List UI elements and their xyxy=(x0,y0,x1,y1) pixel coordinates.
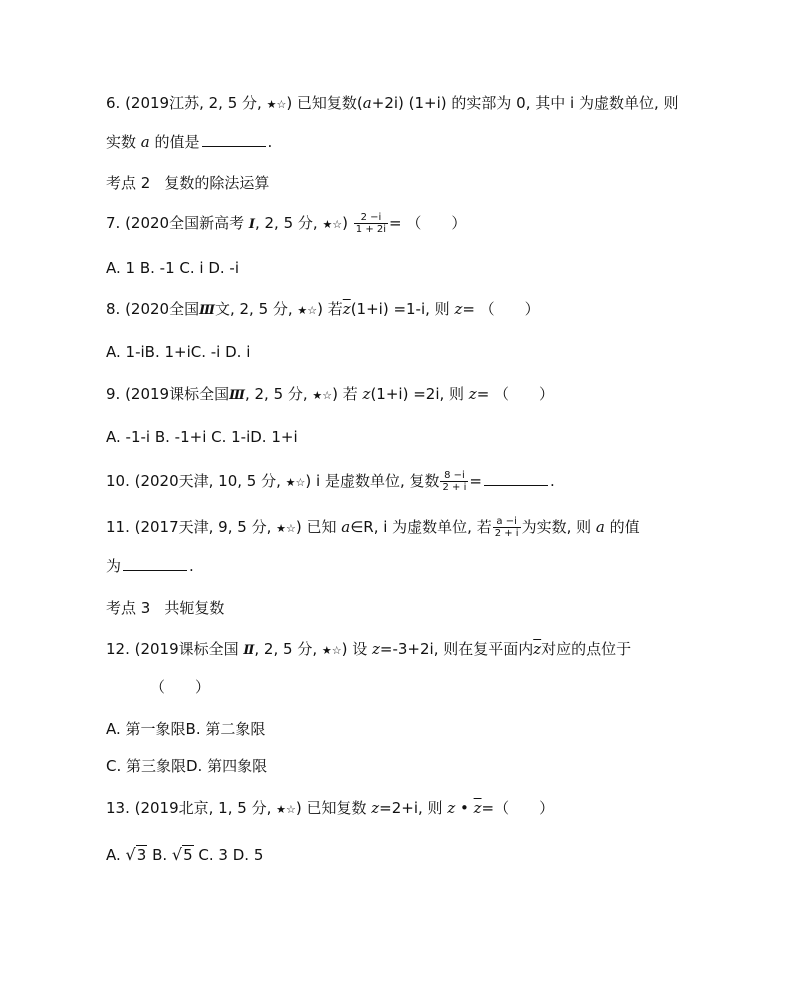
question-8: 8. (2020全国Ⅲ文, 2, 5 分, ★☆) 若$\overline{z}(1+i) =1-i$, 则 z= （ ） xyxy=(106,300,540,318)
sqrt-icon: √5 xyxy=(171,845,193,864)
difficulty-star-icon: ★☆ xyxy=(297,304,318,317)
question-7-options: A. 1 B. -1 C. i D. -i xyxy=(106,259,240,277)
difficulty-star-icon: ★☆ xyxy=(285,476,306,489)
question-12-paren: （ ） xyxy=(150,678,211,696)
difficulty-star-icon: ★☆ xyxy=(276,522,296,535)
question-12-line-1: 12. (2019课标全国 Ⅱ, 2, 5 分, ★☆) 设 z=-3+2i, 则在复平面内$\overline{z}$对应的点位于 xyxy=(106,640,632,658)
question-10: 10. (2020天津, 10, 5 分, ★☆) i 是虚数单位, 复数 $\frac{8 -i}{2 + i}$ = . xyxy=(106,470,555,493)
answer-blank[interactable] xyxy=(202,132,266,147)
question-8-options: A. 1-iB. 1+iC. -i D. i xyxy=(106,343,251,361)
question-11-line-1: 11. (2017天津, 9, 5 分, ★☆) 已知 a∈R, i 为虚数单位, 若 $\frac{a -i}{2 + i}$ 为实数, 则 a 的值 xyxy=(106,516,640,539)
answer-blank[interactable] xyxy=(123,556,187,571)
difficulty-star-icon: ★☆ xyxy=(276,803,296,816)
sqrt-icon: √3 xyxy=(125,845,147,864)
question-7: 7. (2020全国新高考 Ⅰ, 2, 5 分, ★☆) $\frac{2 -i}{1 + 2i}$ = （ ） xyxy=(106,212,467,235)
question-6-line-2: 实数 a 的值是 . xyxy=(106,133,273,151)
difficulty-star-icon: ★☆ xyxy=(321,644,342,657)
question-11-line-2: 为 . xyxy=(106,557,194,575)
question-12-options-cd: C. 第三象限D. 第四象限 xyxy=(106,757,268,775)
difficulty-star-icon: ★☆ xyxy=(322,218,343,231)
section-heading-3: 考点 3 共轭复数 xyxy=(106,599,225,617)
question-13: 13. (2019北京, 1, 5 分, ★☆) 已知复数 z=2+i, 则 z • $\overline{z}=$（ ） xyxy=(106,799,555,817)
fraction: $\frac{2 -i}{1 + 2i}$ xyxy=(355,212,387,235)
question-13-options: A. √3 B. √5 C. 3 D. 5 xyxy=(106,845,264,864)
difficulty-star-icon: ★☆ xyxy=(312,389,333,402)
difficulty-star-icon: ★☆ xyxy=(266,98,287,111)
question-12-options-ab: A. 第一象限B. 第二象限 xyxy=(106,720,266,738)
answer-blank[interactable] xyxy=(484,471,548,486)
question-9: 9. (2019课标全国Ⅲ, 2, 5 分, ★☆) 若 z(1+i) =2i, 则 z= （ ） xyxy=(106,385,555,403)
question-6-line-1: 6. (2019江苏, 2, 5 分, ★☆) 已知复数(a+2i) (1+i) 的实部为 0, 其中 i 为虚数单位, 则 xyxy=(106,94,679,112)
question-9-options: A. -1-i B. -1+i C. 1-iD. 1+i xyxy=(106,428,298,446)
section-heading-2: 考点 2 复数的除法运算 xyxy=(106,174,270,192)
fraction: $\frac{8 -i}{2 + i}$ xyxy=(442,470,467,493)
fraction: $\frac{a -i}{2 + i}$ xyxy=(494,516,519,539)
